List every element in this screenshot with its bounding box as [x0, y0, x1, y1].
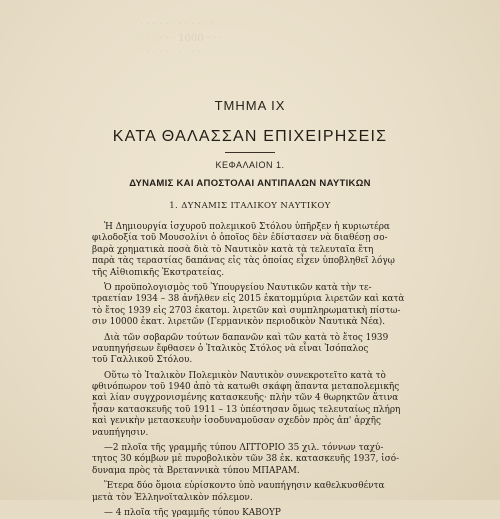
body-line: — 4 πλοῖα τῆς γραμμῆς τύπου ΚΑΒΟΥΡ [104, 507, 281, 518]
body-line: παρὰ τὰς τεραστίας δαπάνας εἰς τὰς ὁποίας εἶχεν ὑποβληθεῖ λόγῳ [92, 256, 395, 267]
body-line: τητος 30 κόμβων μὲ πυροβολικὸν τῶν 38 ἑκ. κατασκευῆς 1937, ἰσό- [92, 454, 400, 465]
body-line: δυναμα πρὸς τὰ Βρεταννικὰ τύπου ΜΠΑΡΑΜ. [92, 465, 300, 476]
body-line: τοῦ Γαλλικοῦ Στόλου. [92, 355, 193, 366]
body-line: ναυπήγησιν. [92, 427, 149, 438]
section-title: ΤΜΗΜΑ IX [214, 98, 286, 113]
main-title: ΚΑΤΑ ΘΑΛΑΣΣΑΝ ΕΠΙΧΕΙΡΗΣΕΙΣ [112, 128, 388, 145]
body-line: καὶ γενικὴν μετασκευὴν ἰσοδυναμοῦσαν σχεδὸν πρὸς ἀπ' ἀρχῆς [92, 416, 381, 427]
body-line: φθινόπωρον τοῦ 1940 ἀπὸ τὰ κατωθι σκάφη ἅπαντα μεταπολεμικῆς [92, 382, 400, 393]
body-line: Ὁ προϋπολογισμὸς τοῦ Ὑπουργείου Ναυτικῶν κατὰ τὴν τε- [104, 282, 372, 293]
body-line: βαρὰ χρηματικὰ ποσὰ διὰ τὸ Ναυτικὸν κατὰ τὰ τελευταῖα ἔτη [92, 244, 374, 255]
body-line: σιν 10000 ἑκατ. λιρετῶν (Γερμανικὸν περιοδικὸν Ναυτικὰ Νέα). [92, 317, 386, 328]
body-line: τὸ ἔτος 1939 εἰς 2703 ἑκατομ. λιρετῶν καὶ συμπληρωματικὴ πίστω- [92, 305, 401, 316]
body-line: καὶ λίαν συγχρονισμένης κατασκευῆς· πλὴν τῶν 4 θωρηκτῶν ἅτινα [92, 393, 399, 404]
body-line: Ἡ Δημιουργία ἰσχυροῦ πολεμικοῦ Στόλου ὑπῆρξεν ἡ κυριωτέρα [104, 222, 390, 232]
body-line: τραετίαν 1934 – 38 ἀνῆλθεν εἰς 2015 ἑκατομμύρια λιρετῶν καὶ κατὰ [92, 294, 405, 305]
body-text [92, 222, 438, 519]
body-line: ναυπηγήσεων ἔφθασεν ὁ Ἰταλικὸς Στόλος νὰ εἶναι Ἰσόπαλος [92, 343, 369, 354]
body-line: ἦσαν κατασκευῆς τοῦ 1911 – 13 ὑπέστησαν ὅμως τελευταίως πλήρη [92, 404, 401, 415]
body-line: φιλοδοξία τοῦ Μουσολίνι ὁ ὁποῖος δὲν ἐδίστασεν νὰ διαθέσῃ σο- [92, 233, 388, 244]
body-line: Οὕτω τὸ Ἰταλικὸν Πολεμικὸν Ναυτικὸν συνεκροτεῖτο κατὰ τὸ [104, 370, 386, 381]
title-divider [225, 152, 275, 153]
bleed-through-text: · · · · · · · · · · · · · · · · · · 1000 · · · · · · · · · · · · · [140, 19, 223, 58]
body-line: Ἕτερα δύο ὅμοια εὑρίσκοντο ὑπὸ ναυπήγησιν καθελκυσθέντα [104, 481, 385, 492]
chapter-subtitle: ΔΥΝΑΜΙΣ ΚΑΙ ΑΠΟΣΤΟΛΑΙ ΑΝΤΙΠΑΛΩΝ ΝΑΥΤΙΚΩΝ [129, 178, 371, 189]
body-line: —2 πλοῖα τῆς γραμμῆς τύπου ΛΙΤΤΟΡΙΟ 35 χιλ. τόννων ταχύ- [104, 443, 384, 454]
body-line: τῆς Αἰθιοπικῆς Ἐκστρατείας. [92, 267, 225, 278]
chapter-label: ΚΕΦΑΛΑΙΟΝ 1. [215, 160, 285, 170]
subheading: 1. ΔΥΝΑΜΙΣ ΙΤΑΛΙΚΟΥ ΝΑΥΤΙΚΟΥ [169, 201, 331, 211]
body-line: μετὰ τὸν Ἑλληνοϊταλικὸν πόλεμον. [92, 492, 253, 503]
body-line: Διὰ τῶν σοβαρῶν τούτων δαπανῶν καὶ τῶν κατὰ τὸ ἔτος 1939 [104, 332, 389, 343]
